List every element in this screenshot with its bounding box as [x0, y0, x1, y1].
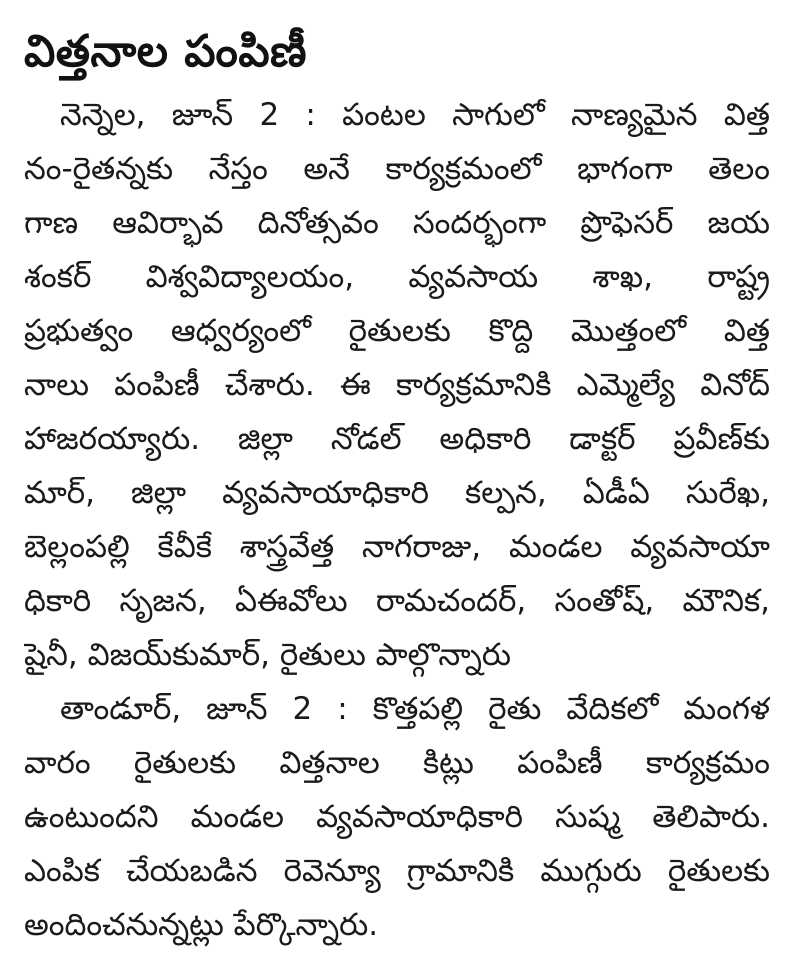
- text-line: వారం రైతులకు విత్తనాల కిట్లు పంపిణీ కార్యక్రమం: [24, 745, 770, 781]
- text-line: ఎంపిక చేయబడిన రెవెన్యూ గ్రామానికి ముగ్గురు రైతులకు: [24, 853, 770, 889]
- text-line: నాలు పంపిణీ చేశారు. ఈ కార్యక్రమానికి ఎమ్మెల్యే వినోద్: [24, 367, 770, 403]
- headline: విత్తనాల పంపిణీ: [24, 26, 307, 77]
- text-line: అందించనున్నట్లు పేర్కొన్నారు.: [24, 907, 379, 943]
- text-line: బెల్లంపల్లి కేవీకే శాస్త్రవేత్త నాగరాజు, మండల వ్యవసాయా: [24, 529, 770, 565]
- text-line: ప్రభుత్వం ఆధ్వర్యంలో రైతులకు కొద్ది మొత్తంలో విత్త: [24, 313, 770, 349]
- text-line: గాణ ఆవిర్భావ దినోత్సవం సందర్భంగా ప్రొఫెసర్ జయ: [24, 205, 770, 241]
- text-line: తాండూర్, జూన్ 2 : కొత్తపల్లి రైతు వేదికలో మంగళ: [60, 691, 770, 727]
- text-line: శంకర్ విశ్వవిద్యాలయం, వ్యవసాయ శాఖ, రాష్ట్ర: [24, 259, 770, 295]
- text-line: ఉంటుందని మండల వ్యవసాయాధికారి సుష్మ తెలిపారు.: [24, 799, 770, 835]
- text-line: హాజరయ్యారు. జిల్లా నోడల్ అధికారి డాక్టర్ ప్రవీణ్‌కు: [24, 421, 770, 457]
- text-line: నెన్నెల, జూన్ 2 : పంటల సాగులో నాణ్యమైన విత్త: [60, 97, 770, 133]
- paragraph-tandur: [24, 682, 770, 952]
- text-line: ధికారి సృజన, ఏఈవోలు రామచందర్, సంతోష్, మౌనిక,: [24, 583, 770, 619]
- text-line: నం-రైతన్నకు నేస్తం అనే కార్యక్రమంలో భాగంగా తెలం: [24, 151, 770, 187]
- text-line: షైనీ, విజయ్‌కుమార్, రైతులు పాల్గొన్నారు: [24, 637, 511, 673]
- paragraph-nennela: [24, 88, 770, 682]
- text-line: మార్, జిల్లా వ్యవసాయాధికారి కల్పన, ఏడీఏ సురేఖ,: [24, 475, 770, 511]
